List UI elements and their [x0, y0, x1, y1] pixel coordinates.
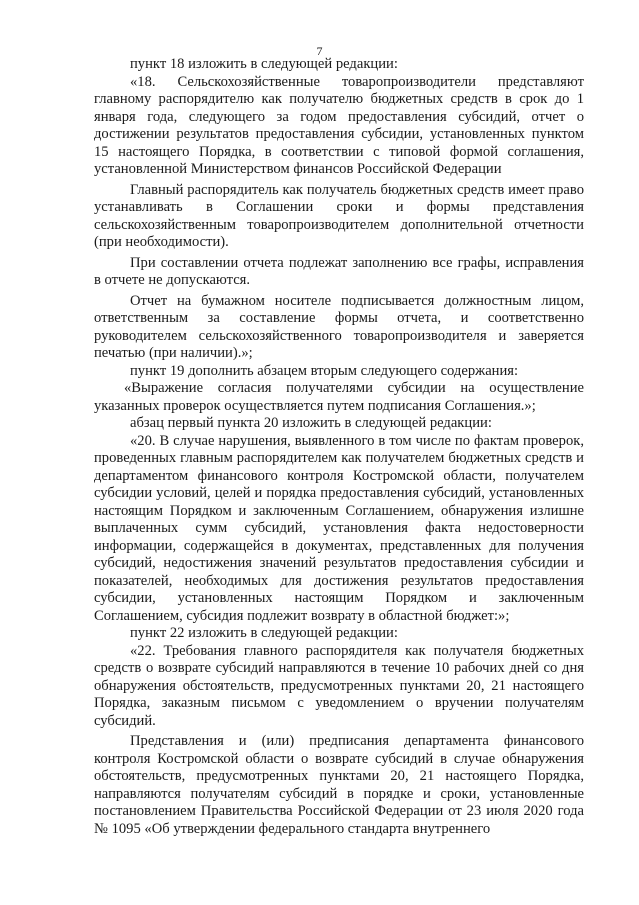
paragraph-financial-control-demands: Представления и (или) предписания департамента финансового контроля Костромской области о возврате субсидий в случае обнаружения обстоятельств, предусмотренных пунктами 20, 21 настоящего Порядка, направляются получателям субсидий в порядке и сроки, установленные постановлением Правительства Российской Федерации от 23 июля 2020 года № 1095 «Об утверждении федерального стандарта внутреннего — [94, 733, 584, 837]
paragraph-item-18-text: «18. Сельскохозяйственные товаропроизводители представляют главному распорядителю как получателю бюджетных средств в срок до 1 января года, следующего за годом предоставления субсидий, отчет о достижении результатов предоставления субсидии, установленных пунктом 15 настоящего Порядка, в соответствии с типовой формой соглашения, установленной Министерством финансов Российской Федерации — [94, 73, 584, 177]
paragraph-amend-item-20: абзац первый пункта 20 изложить в следующей редакции: — [130, 415, 492, 431]
paragraph-item-19-text: «Выражение согласия получателями субсидии на осуществление указанных проверок осуществляется путем подписания Соглашения.»; — [94, 380, 584, 414]
page-number: 7 — [316, 44, 323, 58]
paragraph-report-filling: При составлении отчета подлежат заполнению все графы, исправления в отчете не допускаются. — [94, 254, 584, 288]
document-body — [94, 56, 584, 838]
paragraph-amend-item-22: пункт 22 изложить в следующей редакции: — [130, 625, 398, 641]
paragraph-amend-item-19: пункт 19 дополнить абзацем вторым следующего содержания: — [130, 362, 519, 379]
paragraph-chief-administrator-right: Главный распорядитель как получатель бюджетных средств имеет право устанавливать в Соглашении сроки и формы представления сельскохозяйственным товаропроизводителем дополнительной отчетности (при необходимости). — [94, 181, 584, 250]
paragraph-item-20-text: «20. В случае нарушения, выявленного в том числе по фактам проверок, проведенных главным распорядителем как получателем бюджетных средств и департаментом финансового контроля Костромской области, получателем субсидии условий, целей и порядка предоставления субсидий, установленных настоящим Порядком и заключенным Соглашением, обнаружения излишне выплаченных сумм субсидий, установления факта недостоверности информации, содержащейся в документах, представленных для получения субсидий, недостижения значений результатов предоставления субсидии и показателей, необходимых для достижения результатов предоставления субсидии, установленных настоящим Порядком и заключенным Соглашением, субсидия подлежит возврату в областной бюджет:»; — [94, 432, 584, 624]
paragraph-report-signature: Отчет на бумажном носителе подписывается должностным лицом, ответственным за составление формы отчета, и соответственно руководителем сельскохозяйственного товаропроизводителя и заверяется печатью (при наличии).»; — [94, 292, 584, 361]
paragraph-amend-item-18: пункт 18 изложить в следующей редакции: — [130, 56, 398, 72]
paragraph-item-22-text: «22. Требования главного распорядителя как получателя бюджетных средств о возврате субсидий направляются в течение 10 рабочих дней со дня обнаружения обстоятельств, предусмотренных пунктами 20, 21 настоящего Порядка, заказным письмом с уведомлением о вручении получателям субсидий. — [94, 642, 584, 729]
